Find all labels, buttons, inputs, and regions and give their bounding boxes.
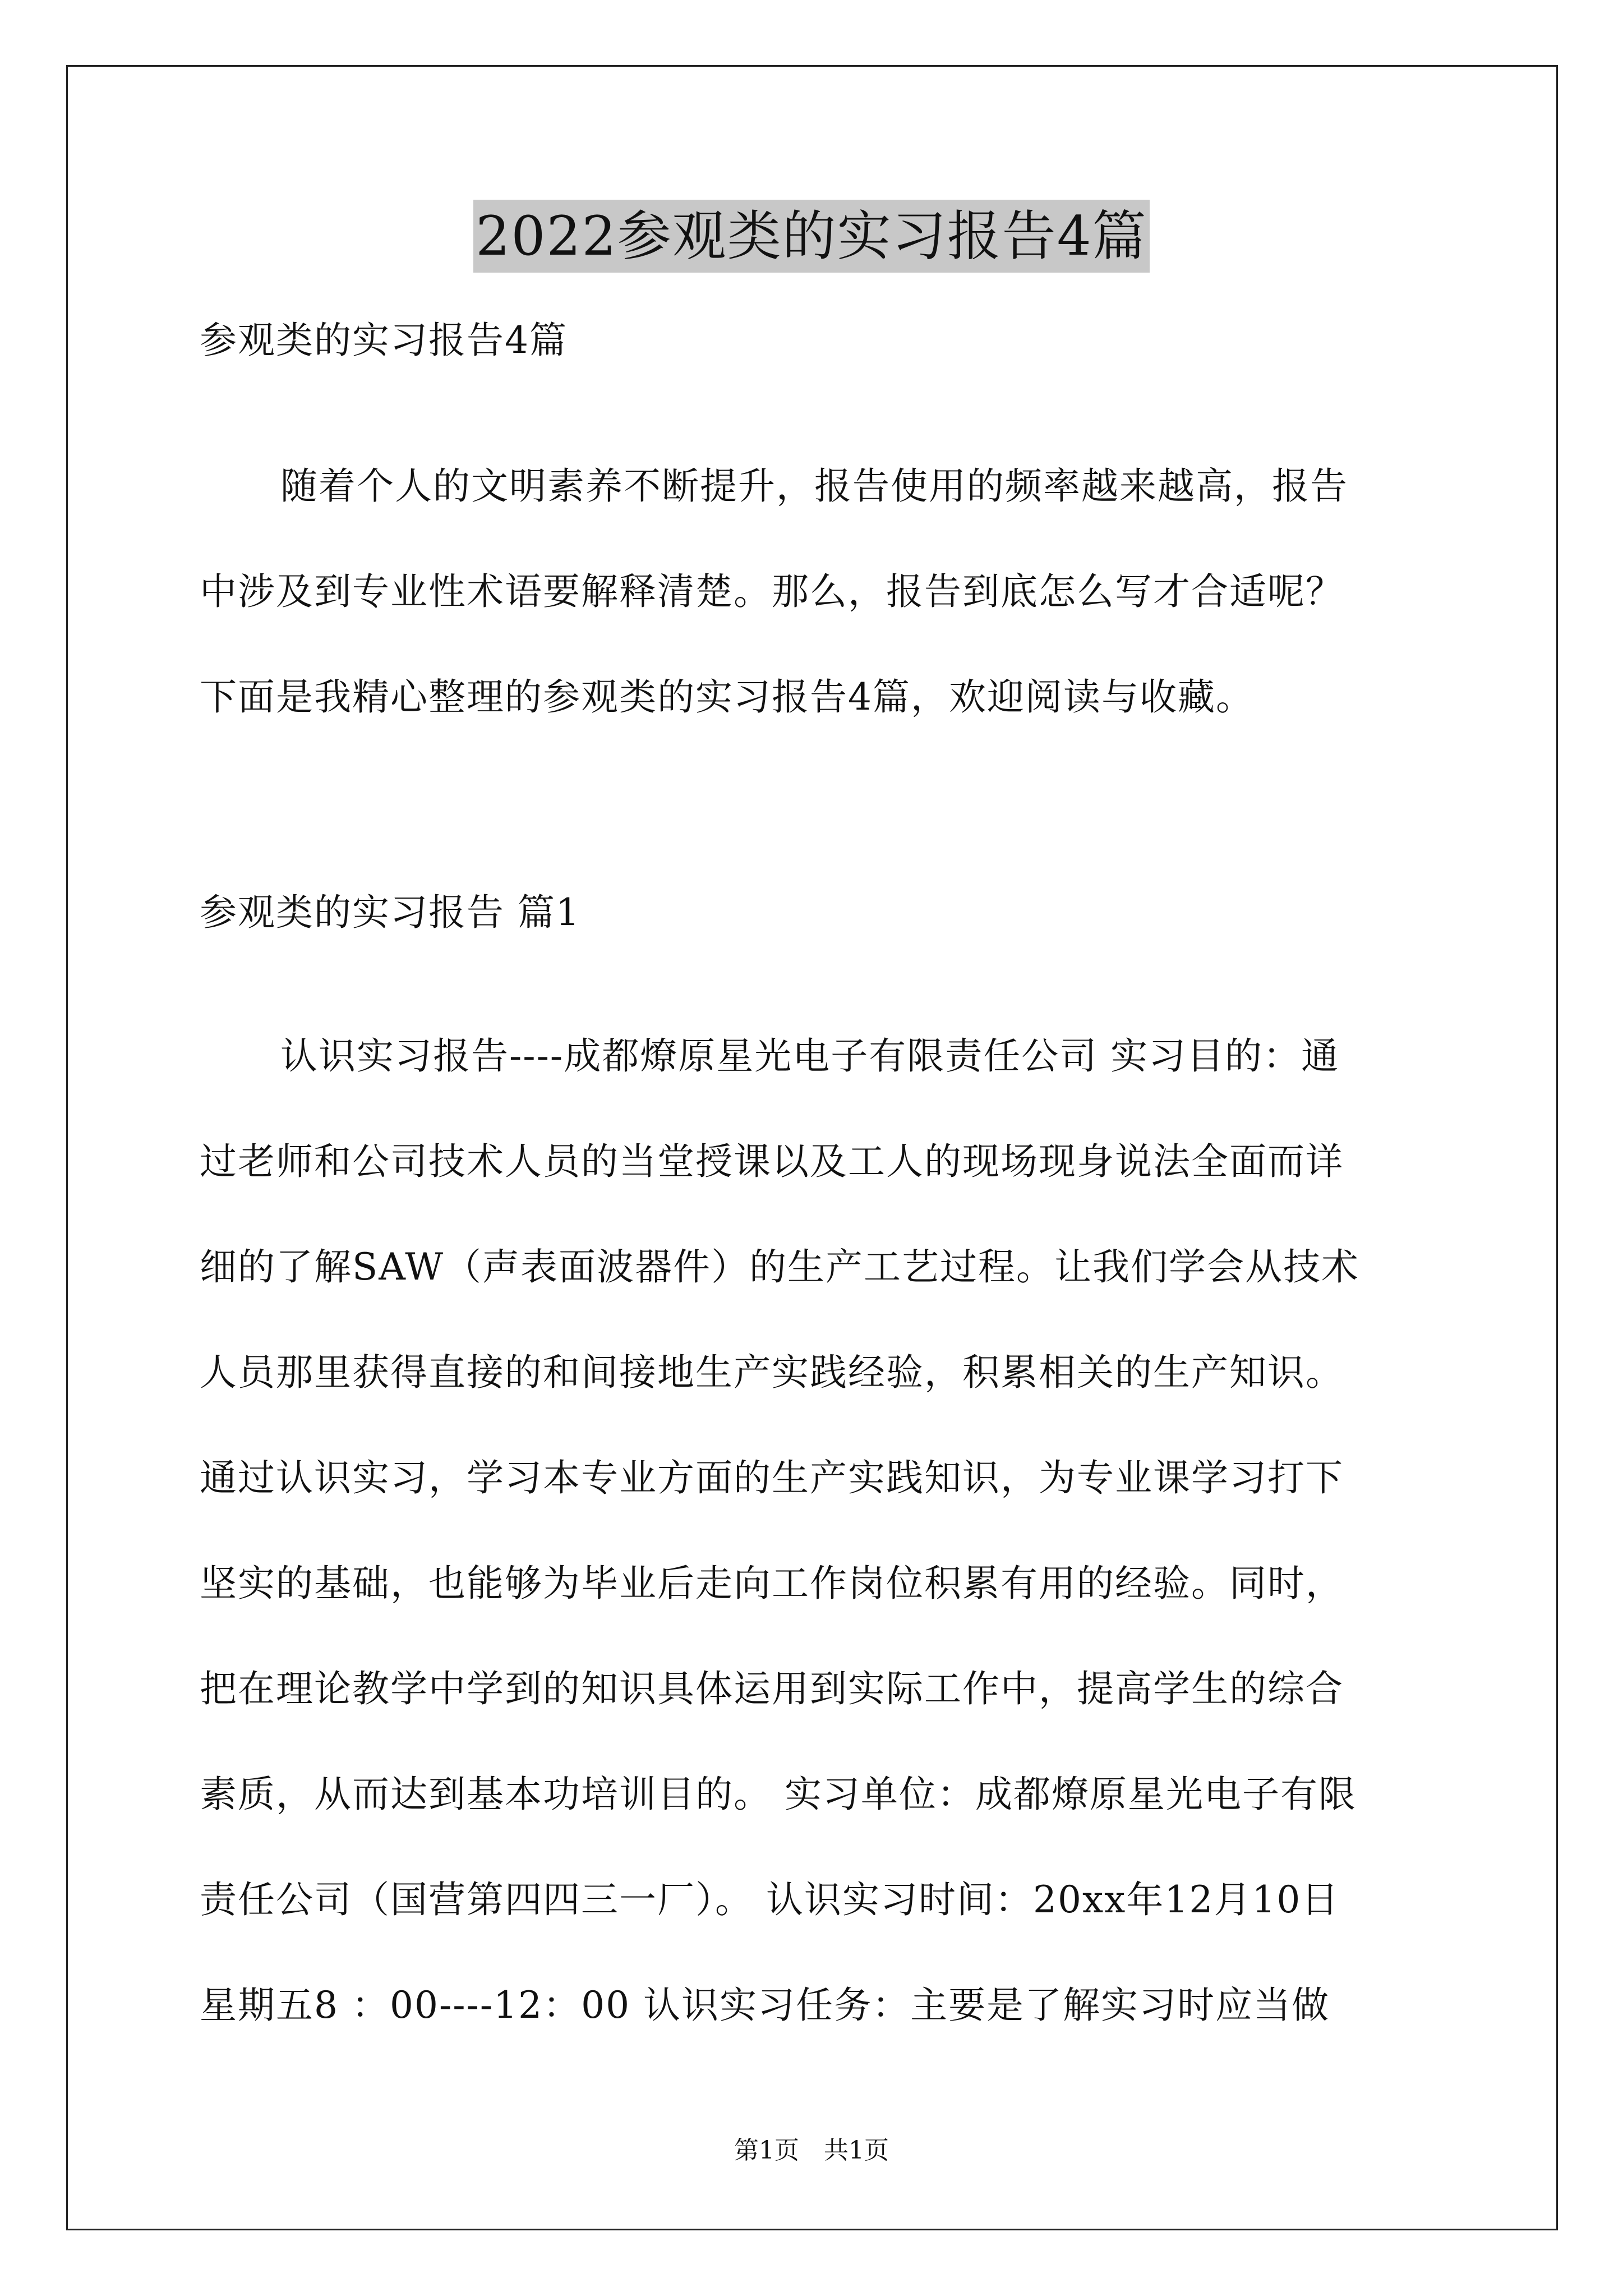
subtitle: 参观类的实习报告4篇: [200, 319, 568, 362]
body-line: 星期五8 ：00----12：00 认识实习任务：主要是了解实习时应当做: [200, 1984, 1330, 2027]
body-line: 认识实习报告----成都燎原星光电子有限责任公司 实习目的：通: [280, 1034, 1340, 1078]
document-title: 2022参观类的实习报告4篇: [473, 200, 1149, 273]
body-line: 通过认识实习，学习本专业方面的生产实践知识，为专业课学习打下: [200, 1456, 1344, 1499]
body-line: 把在理论教学中学到的知识具体运用到实际工作中，提高学生的综合: [200, 1667, 1344, 1710]
body-line: 素质，从而达到基本功培训目的。 实习单位：成都燎原星光电子有限: [200, 1773, 1357, 1816]
section-heading: 参观类的实习报告 篇1: [200, 891, 580, 934]
body-line: 责任公司（国营第四四三一厂）。 认识实习时间：20xx年12月10日: [200, 1878, 1340, 1921]
title-container: [0, 200, 1623, 273]
body-line: 人员那里获得直接的和间接地生产实践经验，积累相关的生产知识。: [200, 1351, 1344, 1394]
body-line: 坚实的基础，也能够为毕业后走向工作岗位积累有用的经验。同时，: [200, 1562, 1344, 1605]
intro-line: 中涉及到专业性术语要解释清楚。那么，报告到底怎么写才合适呢？: [200, 570, 1344, 613]
body-line: 细的了解SAW（声表面波器件）的生产工艺过程。让我们学会从技术: [200, 1245, 1360, 1289]
page-number: 第1页 共1页: [734, 2136, 889, 2165]
body-line: 过老师和公司技术人员的当堂授课以及工人的现场现身说法全面而详: [200, 1140, 1344, 1183]
intro-line: 随着个人的文明素养不断提升，报告使用的频率越来越高，报告: [280, 464, 1348, 508]
intro-line: 下面是我精心整理的参观类的实习报告4篇，欢迎阅读与收藏。: [200, 675, 1254, 719]
